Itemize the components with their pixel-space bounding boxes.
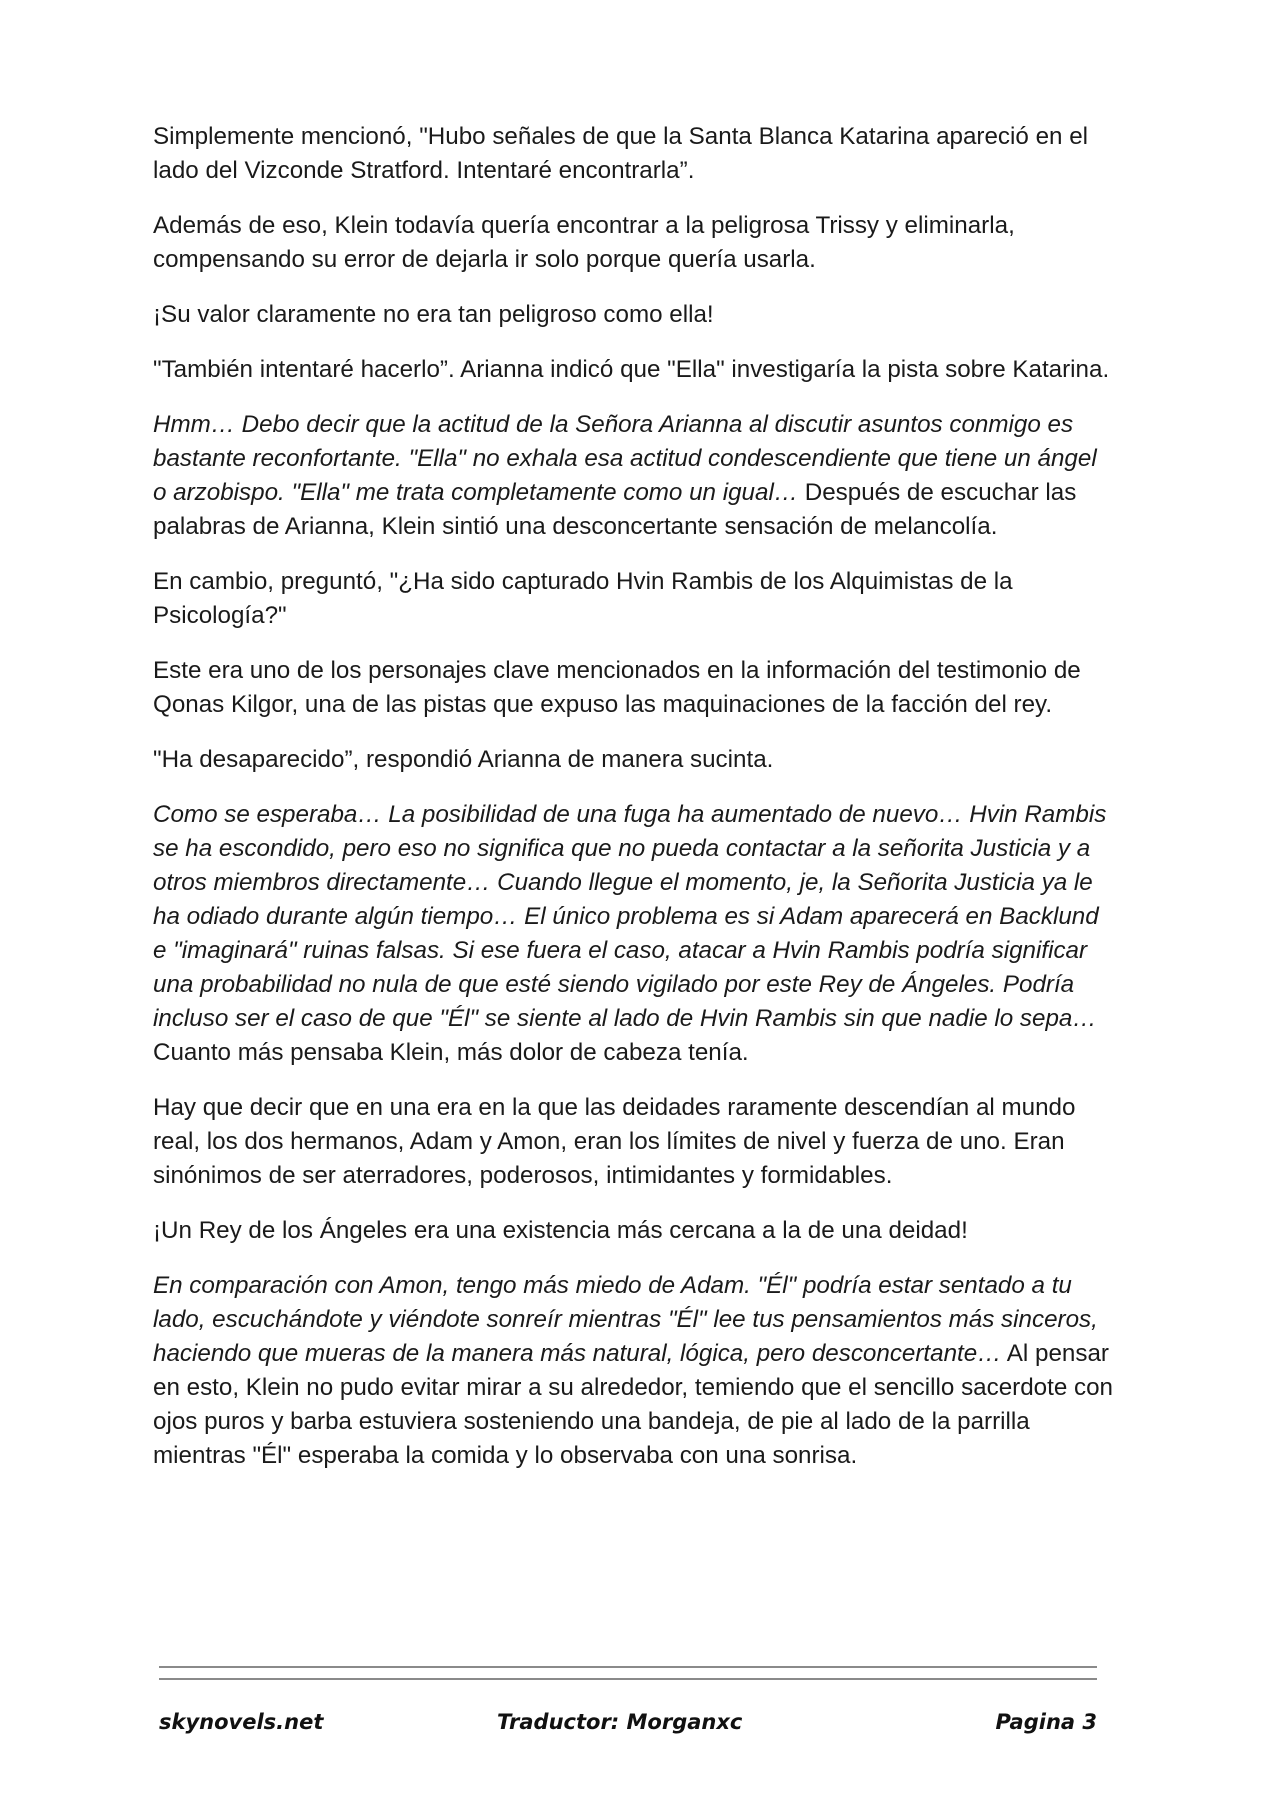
footer-site: skynovels.net [159,1710,324,1734]
italic-thought-text: Hmm… Debo decir que la actitud de la Señora Arianna al discutir asuntos conmigo es bastante reconfortante. "Ella" no exhala esa actitud condescendiente que tiene un ángel o arzobispo. "Ella" me trata completamente como un igual… [153,411,1097,506]
paragraph [153,1269,1113,1473]
narration-text: En cambio, preguntó, "¿Ha sido capturado Hvin Rambis de los Alquimistas de la Psicología?" [153,568,1013,629]
narration-text: Después de escuchar las palabras de Arianna, Klein sintió una desconcertante sensación de melancolía. [153,479,1077,540]
paragraph [153,743,1113,777]
paragraph [153,798,1113,1070]
paragraph [153,1091,1113,1193]
narration-text: Simplemente mencionó, "Hubo señales de que la Santa Blanca Katarina apareció en el lado del Vizconde Stratford. Intentaré encontrarla”. [153,123,1089,184]
paragraph [153,565,1113,633]
narration-text: Hay que decir que en una era en la que las deidades raramente descendían al mundo real, los dos hermanos, Adam y Amon, eran los límites de nivel y fuerza de uno. Eran sinónimos de ser aterradores, poderosos, intimidantes y formidables. [153,1094,1076,1189]
paragraph [153,654,1113,722]
footer-page-number: Pagina 3 [995,1710,1097,1734]
italic-thought-text: Como se esperaba… La posibilidad de una fuga ha aumentado de nuevo… Hvin Rambis se ha escondido, pero eso no significa que no pueda contactar a la señorita Justicia y a otros miembros directamente… Cuando llegue el momento, je, la Señorita Justicia ya le ha odiado durante algún tiempo… El único problema es si Adam aparecerá en Backlund e "imaginará" ruinas falsas. Si ese fuera el caso, atacar a Hvin Rambis podría significar una probabilidad no nula de que esté siendo vigilado por este Rey de Ángeles. Podría incluso ser el caso de que "Él" se siente al lado de Hvin Rambis sin que nadie lo sepa… [153,801,1107,1032]
paragraph [153,353,1113,387]
footer-divider-bottom [159,1678,1097,1680]
footer-translator: Traductor: Morganxc [497,1710,743,1734]
footer-divider-top [159,1666,1097,1668]
narration-text: "Ha desaparecido”, respondió Arianna de manera sucinta. [153,746,774,773]
narration-text: ¡Un Rey de los Ángeles era una existencia más cercana a la de una deidad! [153,1217,968,1244]
paragraph [153,1214,1113,1248]
page-footer [159,1710,1097,1742]
italic-thought-text: En comparación con Amon, tengo más miedo de Adam. "Él" podría estar sentado a tu lado, escuchándote y viéndote sonreír mientras "Él" lee tus pensamientos más sinceros, haciendo que mueras de la manera más natural, lógica, pero desconcertante… [153,1272,1098,1367]
narration-text: Cuanto más pensaba Klein, más dolor de cabeza tenía. [153,1039,749,1066]
paragraph [153,209,1113,277]
narration-text: Al pensar en esto, Klein no pudo evitar mirar a su alrededor, temiendo que el sencillo sacerdote con ojos puros y barba estuviera sosteniendo una bandeja, de pie al lado de la parrilla mientras "Él" esperaba la comida y lo observaba con una sonrisa. [153,1340,1114,1469]
narration-text: Este era uno de los personajes clave mencionados en la información del testimonio de Qonas Kilgor, una de las pistas que expuso las maquinaciones de la facción del rey. [153,657,1081,718]
narration-text: Además de eso, Klein todavía quería encontrar a la peligrosa Trissy y eliminarla, compensando su error de dejarla ir solo porque quería usarla. [153,212,1015,273]
body-text [153,120,1113,1494]
paragraph [153,408,1113,544]
paragraph [153,298,1113,332]
narration-text: "También intentaré hacerlo”. Arianna indicó que "Ella" investigaría la pista sobre Katarina. [153,356,1110,383]
narration-text: ¡Su valor claramente no era tan peligroso como ella! [153,301,714,328]
paragraph [153,120,1113,188]
